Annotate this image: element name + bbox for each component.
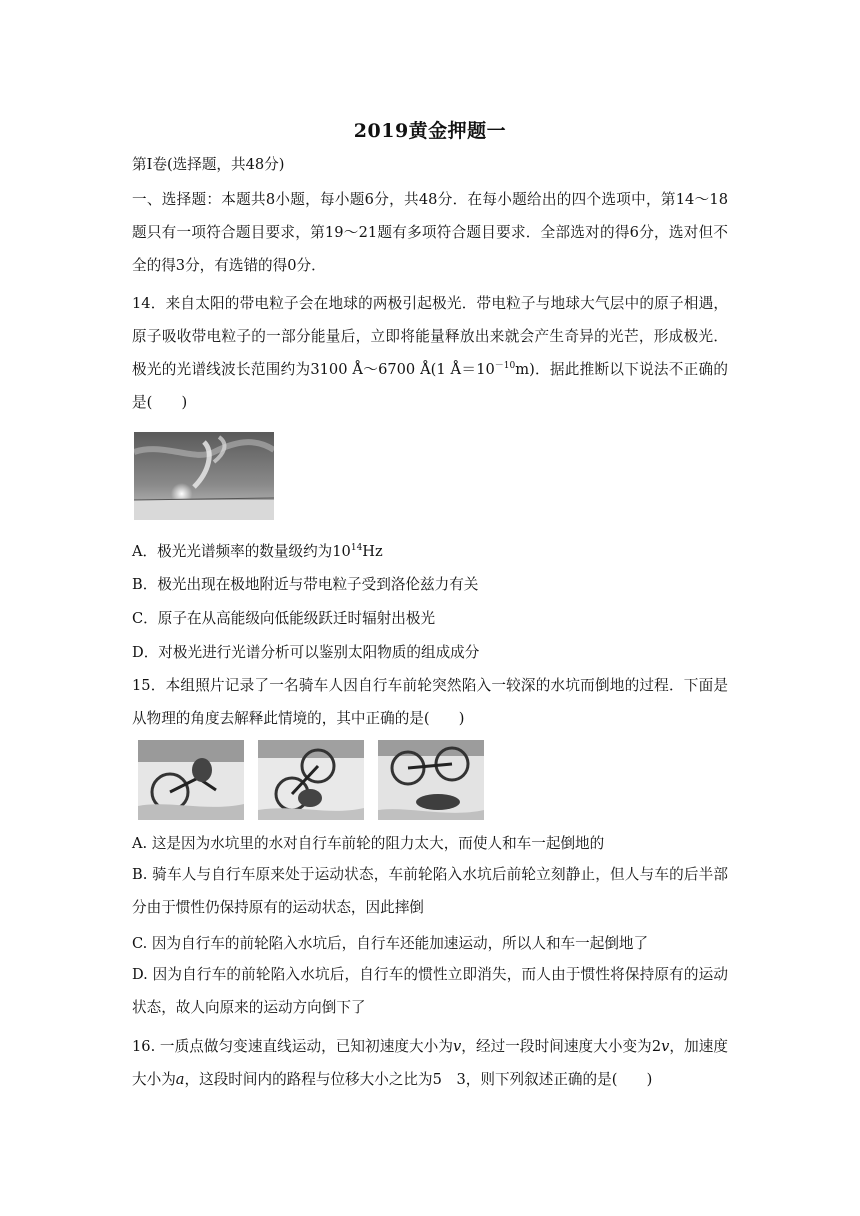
question-14-option-b[interactable]: B．极光出现在极地附近与带电粒子受到洛伦兹力有关	[132, 576, 479, 593]
question-15-option-c[interactable]: C. 因为自行车的前轮陷入水坑后，自行车还能加速运动，所以人和车一起倒地了	[132, 935, 649, 952]
question-15-option-a[interactable]: A. 这是因为水坑里的水对自行车前轮的阻力太大，而使人和车一起倒地的	[132, 835, 605, 852]
section-header: 第Ⅰ卷(选择题，共48分)	[132, 156, 285, 173]
variable-a: a	[175, 1071, 185, 1088]
question-16-stem: 16. 一质点做匀变速直线运动，已知初速度大小为v，经过一段时间速度大小变为2v，加速度大小为a，这段时间内的路程与位移大小之比为5 3，则下列叙述正确的是( )	[132, 1038, 728, 1088]
variable-v: v	[453, 1038, 462, 1055]
question-15-stem: 15．本组照片记录了一名骑车人因自行车前轮突然陷入一较深的水坑而倒地的过程．下面是从物理的角度去解释此情境的，其中正确的是( )	[132, 677, 728, 727]
bike-fall-photo-2	[258, 740, 364, 820]
question-15-option-d[interactable]: D. 因为自行车的前轮陷入水坑后，自行车的惯性立即消失，而人由于惯性将保持原有的运动状态，故人向原来的运动方向倒下了	[132, 966, 728, 1016]
question-14-option-a[interactable]: A．极光光谱频率的数量级约为$10^{14}Hz$	[132, 543, 383, 560]
question-15-option-b[interactable]: B. 骑车人与自行车原来处于运动状态，车前轮陷入水坑后前轮立刻静止，但人与车的后半部分由于惯性仍保持原有的运动状态，因此摔倒	[132, 866, 728, 916]
question-14-stem: 14．来自太阳的带电粒子会在地球的两极引起极光．带电粒子与地球大气层中的原子相遇，原子吸收带电粒子的一部分能量后，立即将能量释放出来就会产生奇异的光芒，形成极光．极光的光谱线波长范围约为3100 Å～6700 Å(1 $Å=10^{-10}m$)．据此推断以下说法不正确的是( )	[132, 295, 728, 411]
variable-v: v	[661, 1038, 670, 1055]
bike-fall-photo-1	[138, 740, 244, 820]
aurora-photo	[134, 432, 274, 520]
question-14-option-d[interactable]: D．对极光进行光谱分析可以鉴别太阳物质的组成成分	[132, 644, 480, 661]
instructions: 一、选择题：本题共8小题，每小题6分，共48分．在每小题给出的四个选项中，第14～18题只有一项符合题目要求，第19～21题有多项符合题目要求．全部选对的得6分，选对但不全的得3分，有选错的得0分．	[132, 191, 728, 274]
bike-fall-photo-3	[378, 740, 484, 820]
page-title: 2019黄金押题一	[353, 120, 507, 142]
question-14-option-c[interactable]: C．原子在从高能级向低能级跃迁时辐射出极光	[132, 610, 436, 627]
